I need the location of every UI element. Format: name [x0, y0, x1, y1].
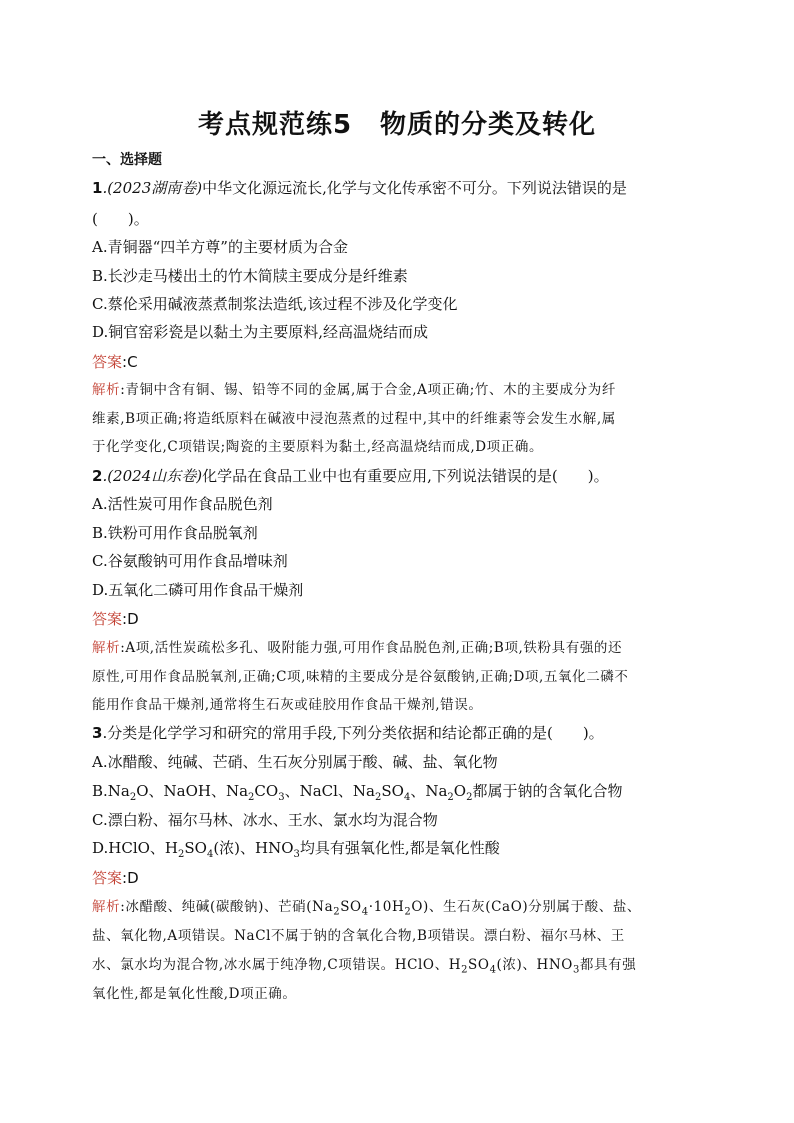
- q3-e1-d: O)、生石灰(CaO)分别属于酸、盐、: [411, 899, 642, 915]
- q1-stem-text: 中华文化源远流长,化学与文化传承密不可分。下列说法错误的是: [202, 179, 627, 197]
- q3-e3-d: 都具有强: [579, 957, 637, 973]
- q1-number: 1: [92, 179, 103, 197]
- q1-explain-1: [92, 380, 712, 400]
- q3-d-t0: D.HClO、H: [92, 839, 178, 857]
- q2-stem: [92, 466, 712, 486]
- q2-answer: [92, 609, 712, 629]
- q3-option-a: A.冰醋酸、纯碱、芒硝、生石灰分别属于酸、碱、盐、氧化物: [92, 753, 498, 771]
- q3-explain-3: [92, 955, 712, 975]
- q3-b-t5: 、Na: [410, 782, 448, 800]
- q3-e1-s2: 4: [361, 906, 369, 918]
- q1-stem: [92, 178, 712, 198]
- q1-option-c: C.蔡伦采用碱液蒸煮制浆法造纸,该过程不涉及化学变化: [92, 295, 458, 313]
- q2-option-c: C.谷氨酸钠可用作食品增味剂: [92, 552, 288, 570]
- q1-explain-label: 解析: [92, 382, 121, 398]
- q1-option-d: D.铜官窑彩瓷是以黏土为主要原料,经高温烧结而成: [92, 323, 429, 341]
- q3-b-s6: 2: [447, 792, 454, 803]
- q3-explain-label: 解析: [92, 899, 121, 915]
- q1-option-a: A.青铜器“四羊方尊”的主要材质为合金: [92, 238, 348, 256]
- q1-explain-text-1: :青铜中含有铜、锡、铅等不同的金属,属于合金,A项正确;竹、木的主要成分为纤: [120, 382, 616, 398]
- q3-d-t1: SO: [184, 839, 207, 857]
- q3-e1-a: :冰醋酸、纯碱(碳酸钠)、芒硝(Na: [120, 899, 334, 915]
- q3-e3-s1: 2: [461, 964, 469, 976]
- q3-d-s1: 2: [178, 849, 185, 860]
- q3-explain-4: 氧化性,都是氧化性酸,D项正确。: [92, 986, 297, 1002]
- q2-explain-text-1: :A项,活性炭疏松多孔、吸附能力强,可用作食品脱色剂,正确;B项,铁粉具有强的还: [120, 640, 623, 656]
- q2-option-a: A.活性炭可用作食品脱色剂: [92, 495, 273, 513]
- q3-b-t6: O: [453, 782, 467, 800]
- q3-b-s5: 4: [403, 792, 411, 803]
- q1-explain-3: 于化学变化,C项错误;陶瓷的主要原料为黏土,经高温烧结而成,D项正确。: [92, 439, 544, 455]
- q1-explain-2: 维素,B项正确;将造纸原料在碱液中浸泡蒸煮的过程中,其中的纤维素等会发生水解,属: [92, 411, 616, 427]
- q3-b-t7: 都属于钠的含氧化合物: [472, 782, 623, 800]
- q1-answer-value: :C: [122, 353, 138, 371]
- q1-answer: [92, 352, 712, 372]
- q3-answer-label: 答案: [92, 869, 123, 887]
- page-title: [0, 104, 794, 141]
- title-part2: 物质的分类及转化: [380, 110, 597, 140]
- q2-source: .(2024山东卷): [102, 467, 203, 485]
- q3-stem: [92, 723, 712, 743]
- q3-e3-s3: 3: [572, 964, 580, 976]
- q3-e1-c: ·10H: [368, 899, 405, 915]
- q3-e3-a: 水、氯水均为混合物,冰水属于纯净物,C项错误。HClO、H: [92, 957, 462, 973]
- q3-e3-s2: 4: [489, 964, 497, 976]
- q3-b-s4: 2: [375, 792, 382, 803]
- q2-explain-3: 能用作食品干燥剂,通常将生石灰或硅胶用作食品干燥剂,错误。: [92, 697, 483, 713]
- q3-d-t2: (浓)、HNO: [213, 839, 294, 857]
- q3-answer: [92, 868, 712, 888]
- q3-b-s7: 2: [466, 792, 473, 803]
- q3-option-c: C.漂白粉、福尔马林、冰水、王水、氯水均为混合物: [92, 811, 438, 829]
- q3-d-s3: 3: [293, 849, 300, 860]
- q3-stem-text: .分类是化学学习和研究的常用手段,下列分类依据和结论都正确的是( )。: [102, 724, 604, 742]
- q3-option-d: [92, 838, 712, 858]
- q2-option-b: B.铁粉可用作食品脱氧剂: [92, 524, 258, 542]
- q2-answer-value: :D: [122, 610, 139, 628]
- q3-number: 3: [92, 724, 103, 742]
- q3-e1-s3: 2: [404, 906, 412, 918]
- q2-option-d: D.五氧化二磷可用作食品干燥剂: [92, 581, 304, 599]
- q3-answer-value: :D: [122, 869, 139, 887]
- q2-number: 2: [92, 467, 103, 485]
- q2-explain-2: 原性,可用作食品脱氧剂,正确;C项,味精的主要成分是谷氨酸钠,正确;D项,五氧化二磷不: [92, 669, 629, 685]
- q2-answer-label: 答案: [92, 610, 123, 628]
- q3-b-t4: SO: [381, 782, 404, 800]
- q3-explain-1: [92, 897, 712, 917]
- q3-b-s2: 2: [248, 792, 255, 803]
- q2-explain-label: 解析: [92, 640, 121, 656]
- q1-source: .(2023湖南卷): [102, 179, 203, 197]
- q3-e3-b: SO: [468, 957, 490, 973]
- q1-answer-label: 答案: [92, 353, 123, 371]
- q3-b-s1: 2: [129, 792, 137, 803]
- q1-stem-cont: ( )。: [92, 210, 149, 228]
- q3-e1-s1: 2: [333, 906, 341, 918]
- q3-d-s2: 4: [206, 849, 214, 860]
- q3-b-t2: CO: [254, 782, 279, 800]
- q3-b-s3: 3: [278, 792, 285, 803]
- q3-d-t3: 均具有强氧化性,都是氧化性酸: [299, 839, 500, 857]
- q3-b-t1: O、NaOH、Na: [136, 782, 249, 800]
- q3-explain-2: 盐、氧化物,A项错误。NaCl不属于钠的含氧化合物,B项错误。漂白粉、福尔马林、王: [92, 928, 625, 944]
- q2-stem-text: 化学品在食品工业中也有重要应用,下列说法错误的是( )。: [202, 467, 609, 485]
- q3-e3-c: (浓)、HNO: [496, 957, 573, 973]
- q1-option-b: B.长沙走马楼出土的竹木简牍主要成分是纤维素: [92, 267, 408, 285]
- q3-b-t3: 、NaCl、Na: [284, 782, 375, 800]
- q3-e1-b: SO: [340, 899, 362, 915]
- section-heading: 一、选择题: [92, 152, 162, 168]
- q3-option-b: [92, 781, 712, 801]
- q2-explain-1: [92, 638, 712, 658]
- title-part1: 考点规范练5: [197, 110, 353, 140]
- q3-b-t0: B.Na: [92, 782, 130, 800]
